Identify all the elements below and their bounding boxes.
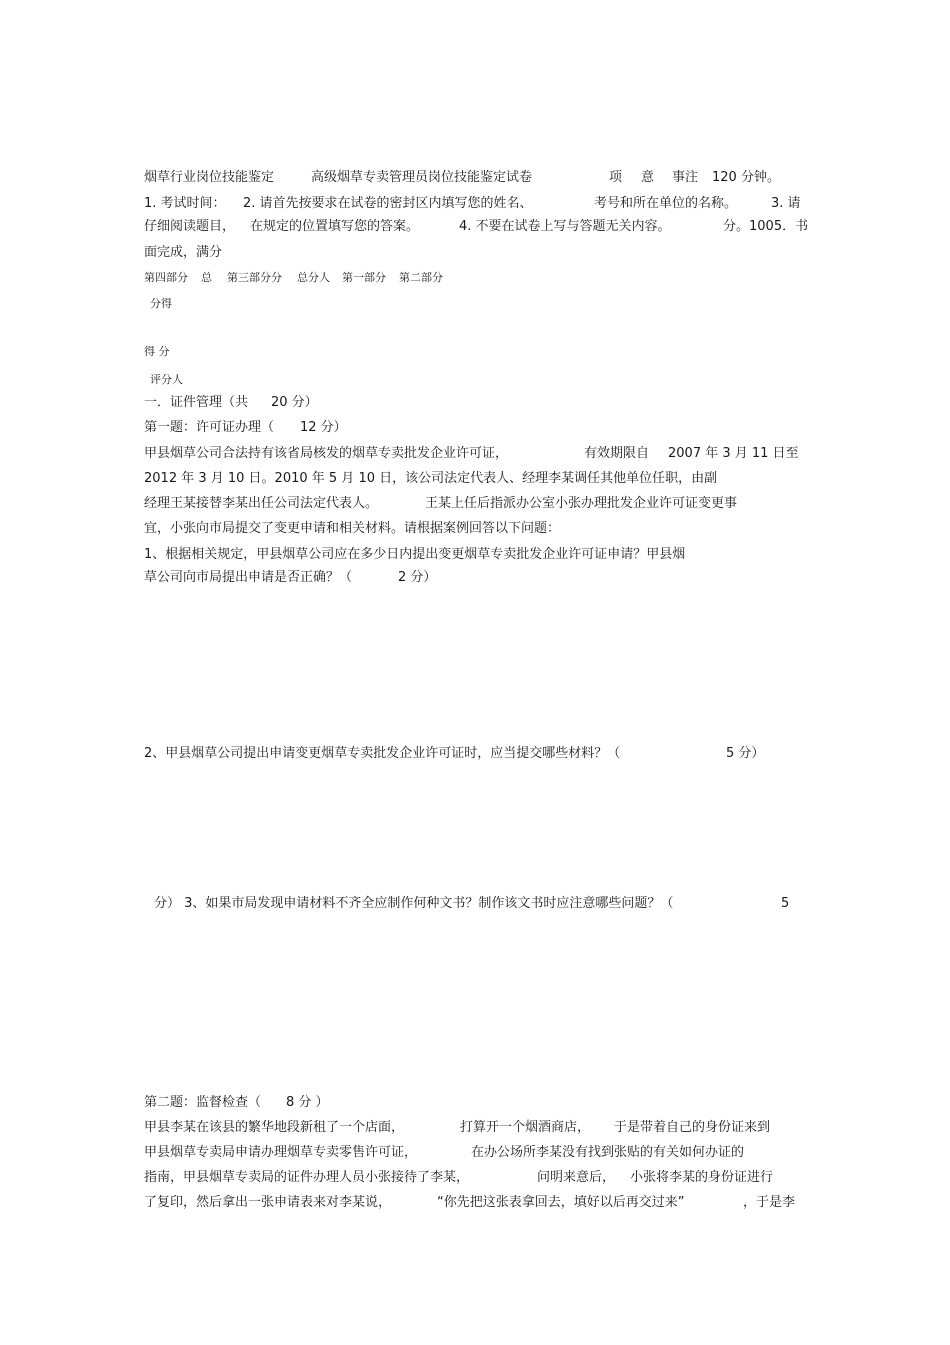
q2-text-line: 指南，甲县烟草专卖局的证件办理人员小张接待了李某， — [144, 1170, 470, 1185]
instruction-3: 3. 请 — [771, 196, 801, 211]
instruction-3-cont: 仔细阅读题目， — [144, 219, 236, 234]
sub-question-1-points: 2 分） — [398, 570, 437, 585]
instruction-5: 分。1005．书 — [723, 219, 809, 234]
exam-duration: 120 分钟。 — [712, 170, 780, 185]
instruction-1: 1. 考试时间： — [144, 196, 226, 211]
instruction-2-cont: 考号和所在单位的名称。 — [594, 196, 738, 211]
score-col-part1: 第一部分 — [342, 271, 386, 284]
instruction-3-cont-2: 在规定的位置填写您的答案。 — [250, 219, 420, 234]
q2-text-line: 问明来意后， — [537, 1170, 616, 1185]
sub-question-1-cont: 草公司向市局提出申请是否正确？（ — [144, 570, 353, 585]
q2-text-line: 打算开一个烟酒商店， — [460, 1120, 591, 1135]
score-col-part3: 第三部分分 — [227, 271, 282, 284]
notice-char-1: 项 — [609, 170, 623, 185]
question-2-points: 8 分 ） — [286, 1095, 329, 1110]
sub-question-2-points: 5 分） — [726, 746, 765, 761]
question-1-heading: 第一题：许可证办理（ — [144, 420, 275, 435]
instruction-2: 2. 请首先按要求在试卷的密封区内填写您的姓名、 — [243, 196, 533, 211]
notice-char-3: 事注 — [672, 170, 699, 185]
q2-text-line: 于是带着自己的身份证来到 — [614, 1120, 771, 1135]
score-col-part2: 第二部分 — [399, 271, 443, 284]
score-row-label: 分得 — [150, 297, 172, 310]
sub-question-2: 2、甲县烟草公司提出申请变更烟草专卖批发企业许可证时，应当提交哪些材料？（ — [144, 746, 621, 761]
q1-text-line: 经理王某接替李某出任公司法定代表人。 — [144, 496, 379, 511]
exam-category: 烟草行业岗位技能鉴定 — [144, 170, 275, 185]
q2-text-line: 了复印，然后拿出一张申请表来对李某说， — [144, 1195, 392, 1210]
q2-text-line: 在办公场所李某没有找到张贴的有关如何办证的 — [471, 1145, 745, 1160]
q1-text-line: 王某上任后指派办公室小张办理批发企业许可证变更事 — [425, 496, 738, 511]
section-points: 20 分） — [271, 395, 318, 410]
score-col-grader: 总分人 — [297, 271, 330, 284]
sub-question-1: 1、根据相关规定，甲县烟草公司应在多少日内提出变更烟草专卖批发企业许可证申请？甲县烟 — [144, 547, 686, 562]
question-2-heading: 第二题：监督检查（ — [144, 1095, 262, 1110]
q1-text-line: 2007 年 3 月 11 日至 — [668, 446, 799, 461]
sub-question-3-points: 5 — [781, 896, 790, 911]
q2-text-line: 甲县烟草专卖局申请办理烟草专卖零售许可证， — [144, 1145, 418, 1160]
score-col-total: 总 — [201, 271, 212, 284]
instruction-5-cont: 面完成，满分 — [144, 245, 223, 260]
score-col-part4: 第四部分 — [144, 271, 188, 284]
scorer-label: 评分人 — [150, 373, 183, 386]
section-title: 一．证件管理（共 — [144, 395, 249, 410]
instruction-4: 4. 不要在试卷上写与答题无关内容。 — [459, 219, 671, 234]
q1-text-line: 甲县烟草公司合法持有该省局核发的烟草专卖批发企业许可证， — [144, 446, 509, 461]
q2-text-line: 甲县李某在该县的繁华地段新租了一个店面， — [144, 1120, 405, 1135]
score-label: 得 分 — [144, 345, 170, 358]
q2-text-line: “你先把这张表拿回去，填好以后再交过来” — [437, 1195, 685, 1210]
notice-char-2: 意 — [641, 170, 655, 185]
q1-text-line: 有效期限自 — [584, 446, 650, 461]
question-1-points: 12 分） — [300, 420, 347, 435]
q1-text-line: 宜，小张向市局提交了变更申请和相关材料。请根据案例回答以下问题： — [144, 521, 561, 536]
sub-question-3: 分） 3、如果市局发现申请材料不齐全应制作何种文书？制作该文书时应注意哪些问题？（ — [154, 896, 674, 911]
q2-text-line: 小张将李某的身份证进行 — [630, 1170, 774, 1185]
exam-title: 高级烟草专卖管理员岗位技能鉴定试卷 — [311, 170, 533, 185]
q1-text-line: 2012 年 3 月 10 日。2010 年 5 月 10 日，该公司法定代表人、经理李某调任其他单位任职，由副 — [144, 471, 718, 486]
q2-text-line: ，于是李 — [743, 1195, 796, 1210]
